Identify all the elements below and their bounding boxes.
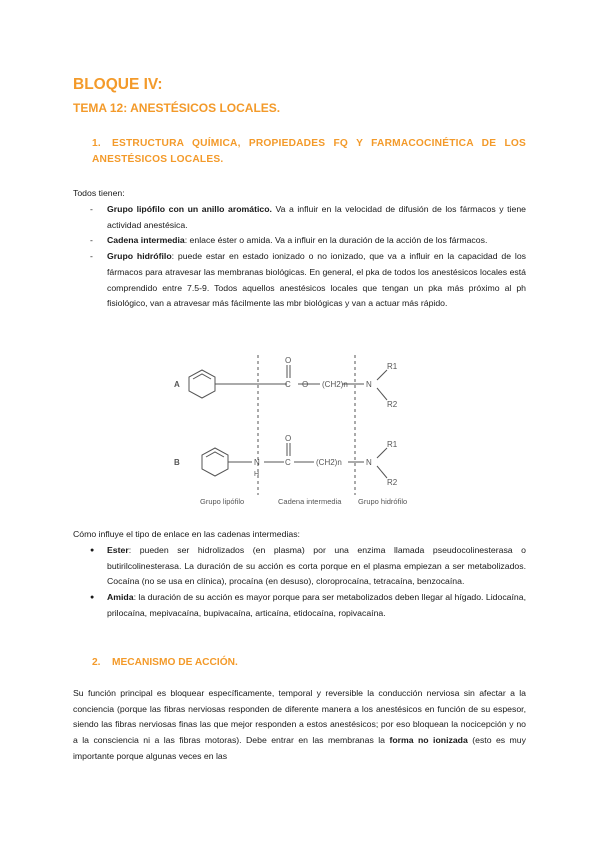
r2-a: R2 xyxy=(387,400,398,409)
bond-n-r1-a xyxy=(377,370,387,380)
bond-types-list xyxy=(90,543,526,622)
nitrogen-amide: N xyxy=(254,458,260,467)
section-2-title: MECANISMO DE ACCIÓN. xyxy=(112,657,238,668)
section-1-number: 1. xyxy=(92,138,101,149)
section-2-heading xyxy=(92,655,526,671)
hydrogen-amide: H xyxy=(254,471,260,478)
list-item xyxy=(90,233,526,249)
oxygen-b: O xyxy=(285,434,292,443)
bullet-marker: ● xyxy=(90,594,95,602)
list-item-text: : la duración de su acción es mayor porque para ser metabolizados deben llegar al hígado. Lidocaína, prilocaína, mepivacaína, bupivacaína, articaína, etidocaína, ropivacaína. xyxy=(107,592,526,618)
list-item-term: Amida xyxy=(107,592,134,603)
mechanism-text: Su función principal es bloquear específicamente, temporal y reversible la conducción nerviosa sin afectar a la conciencia (porque las fibras nerviosas responden de diferente manera a los anestésicos en función de su espesor, siendo las fibras nerviosas finas las que mejor responden a estos anestésicos; por eso bloquean la nocicepción y no a la consciencia ni a las fibras motoras). Debe entrar en las membranas la xyxy=(73,688,526,746)
section-1-title: ESTRUCTURA QUÍMICA, PROPIEDADES FQ Y FARMACOCINÉTICA DE LOS ANESTÉSICOS LOCALES. xyxy=(92,138,526,165)
nitrogen-b: N xyxy=(366,458,372,467)
bond-n-r2-b xyxy=(377,466,387,478)
list-marker: - xyxy=(90,251,93,262)
list-item-text: : pueden ser hidrolizados (en plasma) por una enzima llamada pseudocolinesterasa o butirilcolinesterasa. La duración de su acción es corta porque en el plasma empiezan a ser metabolizados. Cocaína (no se usa en clínica), procaína (en desuso), cloroprocaína, tetracaína, benzocaína. xyxy=(107,545,526,587)
bond-n-r2-a xyxy=(377,388,387,400)
list-item xyxy=(90,249,526,312)
list-item-term: Grupo hidrófilo xyxy=(107,251,172,262)
benzene-double-bond-b xyxy=(206,452,224,457)
list-item-term: Ester xyxy=(107,545,129,555)
mechanism-text-end: (esto es muy importante porque algunas veces en las xyxy=(73,735,526,761)
topic-title: TEMA 12: ANESTÉSICOS LOCALES. xyxy=(73,101,281,115)
oxygen-a: O xyxy=(285,356,292,365)
bullet-marker: ● xyxy=(90,547,95,554)
list-item-text: Va a influir en la velocidad de difusión de los fármacos y tiene actividad anestésica. xyxy=(107,204,526,230)
caption-chain: Cadena intermedia xyxy=(278,497,342,506)
list-item-text: : puede estar en estado ionizado o no ionizado, que va a influir en la capacidad de los fármacos para atravesar las membranas biológicas. En general, el pka de todos los anestésicos locales está comprendido entre 7.5-9. Todos aquellos anestésicos locales que tengan un pka más próximo al ph fisiológico, van a atravesar más fácilmente las mbr biológicas y van a actuar más rápido. xyxy=(107,251,527,309)
nitrogen-a: N xyxy=(366,380,372,389)
block-title: BLOQUE IV: xyxy=(73,76,163,93)
oxygen-ester: O xyxy=(302,380,309,389)
list-item xyxy=(90,202,526,233)
carbon-a: C xyxy=(285,380,291,389)
list-item xyxy=(90,590,526,621)
r1-b: R1 xyxy=(387,440,398,449)
chain-a: (CH2)n xyxy=(322,380,348,389)
mechanism-paragraph xyxy=(73,686,526,765)
components-list xyxy=(90,202,526,312)
bond-n-r1-b xyxy=(377,448,387,458)
bond-intro-text: Cómo influye el tipo de enlace en las cadenas intermedias: xyxy=(73,529,300,539)
list-item-text: : enlace éster o amida. Va a influir en la duración de la acción de los fármacos. xyxy=(184,235,488,246)
row-a-label: A xyxy=(174,380,180,389)
chain-b: (CH2)n xyxy=(316,458,342,467)
list-item-term: Cadena intermedia xyxy=(107,235,185,246)
mechanism-bold-text: forma no ionizada xyxy=(389,735,468,746)
list-marker: - xyxy=(90,204,93,214)
list-marker: - xyxy=(90,235,93,246)
benzene-double-bond-a xyxy=(193,374,211,379)
row-b-label: B xyxy=(174,458,180,467)
list-item-term: Grupo lipófilo con un anillo aromático. xyxy=(107,204,272,214)
chemical-structure-diagram xyxy=(172,355,430,510)
r1-a: R1 xyxy=(387,362,398,371)
intro-text: Todos tienen: xyxy=(73,188,125,198)
section-2-number: 2. xyxy=(92,657,101,668)
caption-hydrophilic: Grupo hidrófilo xyxy=(358,497,408,506)
r2-b: R2 xyxy=(387,478,398,487)
section-1-heading xyxy=(92,136,526,168)
list-item xyxy=(90,543,526,590)
caption-lipophilic: Grupo lipófilo xyxy=(200,497,245,506)
carbon-b: C xyxy=(285,458,291,467)
